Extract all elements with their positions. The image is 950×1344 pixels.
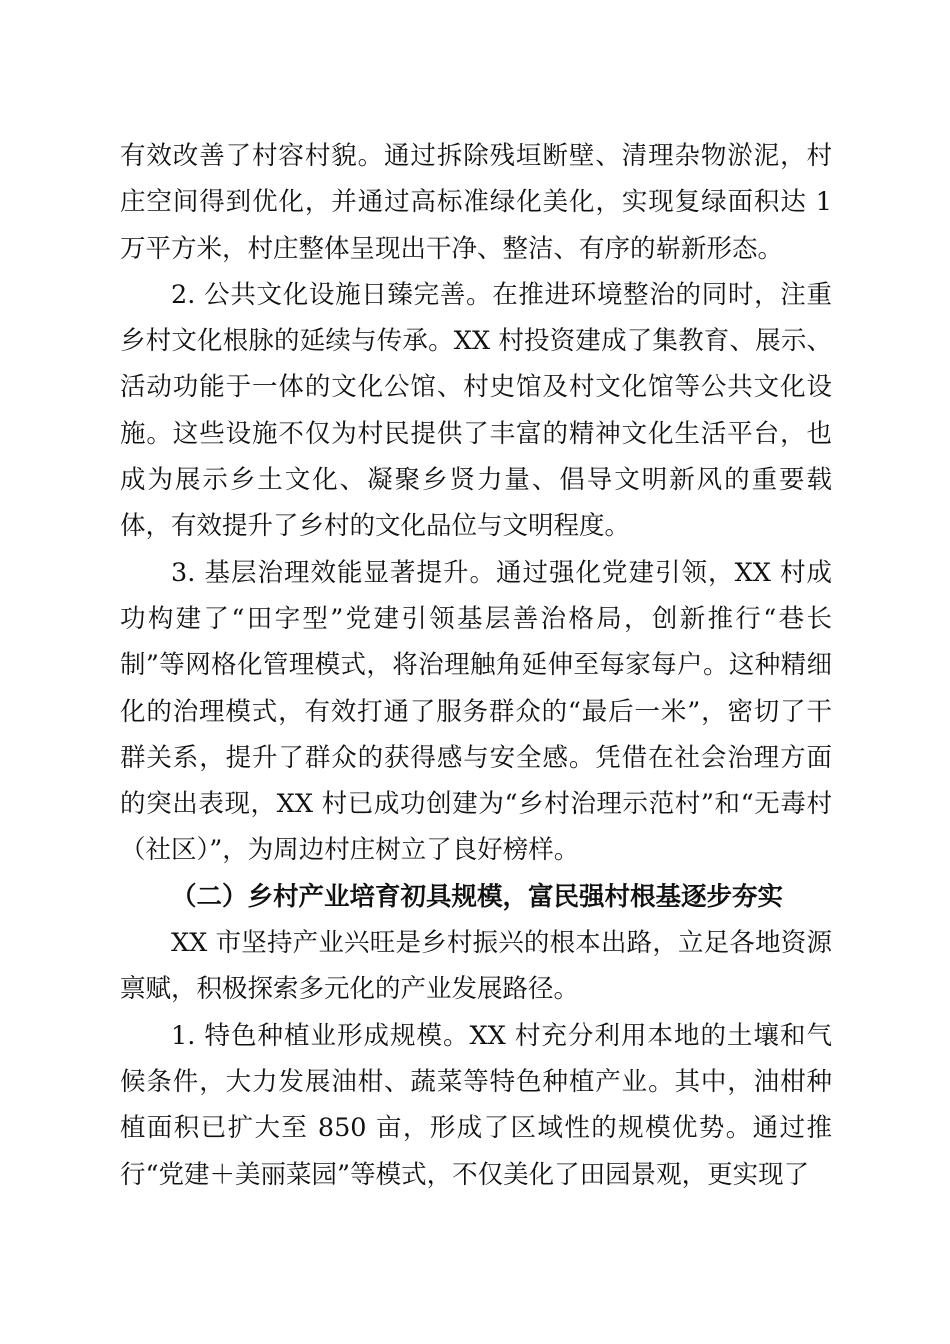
paragraph-planting: 1. 特色种植业形成规模。XX 村充分利用本地的土壤和气候条件，大力发展油柑、蔬菜等特色种植产业。其中，油柑种植面积已扩大至 850 亩，形成了区域性的规模优势。通过推行“党建＋美丽菜园”等模式，不仅美化了田园景观，更实现了	[120, 1020, 832, 1190]
section-heading-industry: （二）乡村产业培育初具规模，富民强村根基逐步夯实	[171, 881, 784, 912]
paragraph-public-culture: 2. 公共文化设施日臻完善。在推进环境整治的同时，注重乡村文化根脉的延续与传承。XX 村投资建成了集教育、展示、活动功能于一体的文化公馆、村史馆及村文化馆等公共文化设施。这些设施不仅为村民提供了丰富的精神文化生活平台，也成为展示乡土文化、凝聚乡贤力量、倡导文明新风的重要载体，有效提升了乡村的文化品位与文明程度。	[120, 279, 832, 542]
paragraph-grassroots-governance: 3. 基层治理效能显著提升。通过强化党建引领，XX 村成功构建了“田字型”党建引领基层善治格局，创新推行“巷长制”等网格化管理模式，将治理触角延伸至每家每户。这种精细化的治理模式，有效打通了服务群众的“最后一米”，密切了干群关系，提升了群众的获得感与安全感。凭借在社会治理方面的突出表现，XX 村已成功创建为“乡村治理示范村”和“无毒村（社区）”，为周边村庄树立了良好榜样。	[120, 557, 832, 866]
paragraph-village-appearance: 有效改善了村容村貌。通过拆除残垣断壁、清理杂物淤泥，村庄空间得到优化，并通过高标准绿化美化，实现复绿面积达 1 万平方米，村庄整体呈现出干净、整洁、有序的崭新形态。	[120, 141, 832, 264]
document-body	[120, 133, 832, 1198]
paragraph-industry-intro: XX 市坚持产业兴旺是乡村振兴的根本出路，立足各地资源禀赋，积极探索多元化的产业发展路径。	[120, 928, 832, 1005]
